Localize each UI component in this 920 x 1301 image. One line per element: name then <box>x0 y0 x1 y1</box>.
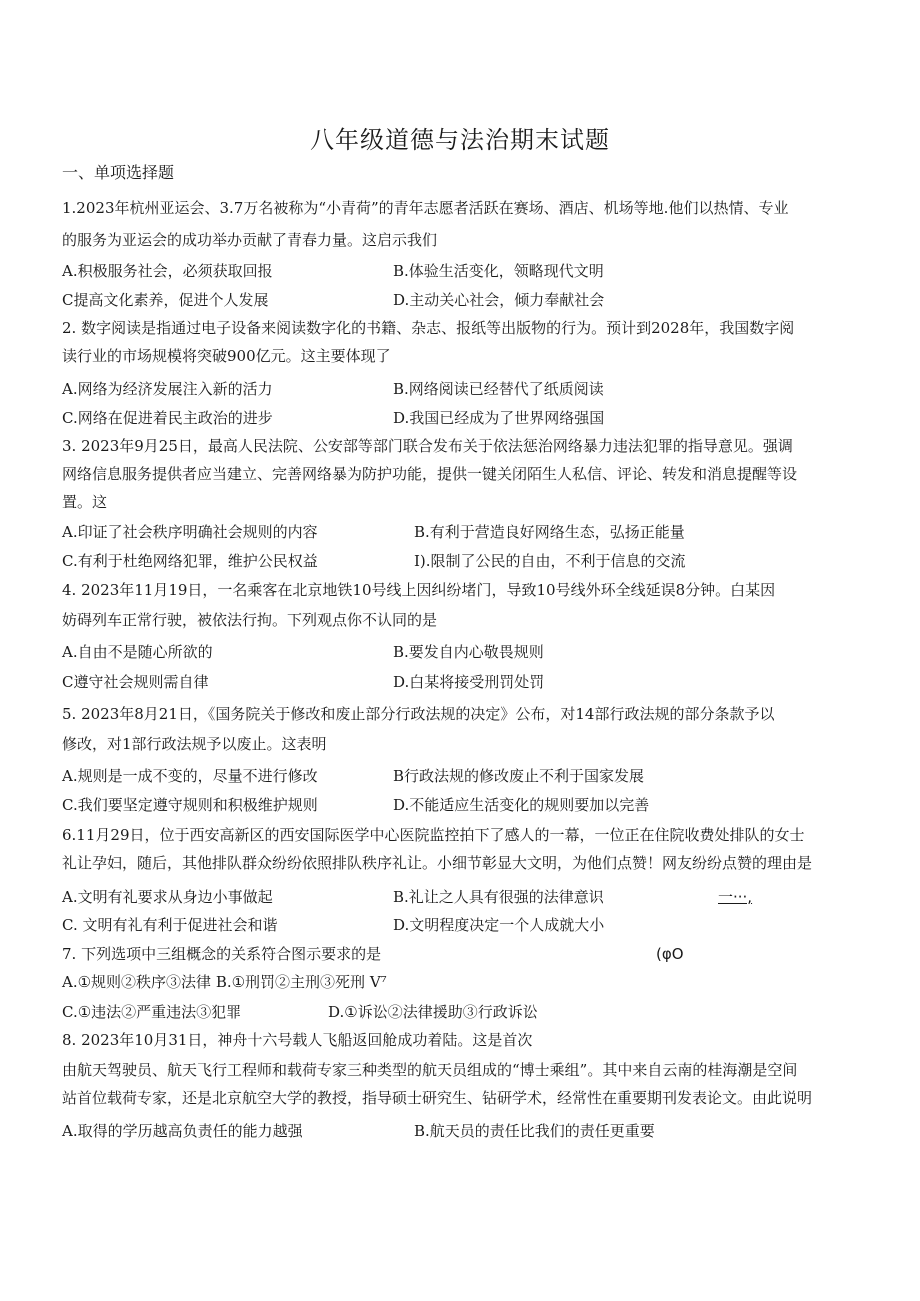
q5-stem-line-1: 5. 2023年8月21日，《国务院关于修改和废止部分行政法规的决定》公布，对14部行政法规的部分条款予以 <box>62 705 775 723</box>
q1-stem-line-2: 的服务为亚运会的成功举办贡献了青春力量。这启示我们 <box>62 231 438 249</box>
q5-option-a: A.规则是一成不变的，尽量不进行修改 <box>62 767 318 785</box>
q7-option-c: C.①违法②严重违法③犯罪 <box>62 1003 242 1021</box>
q4-stem-line-1: 4. 2023年11月19日，一名乘客在北京地铁10号线上因纠纷堵门，导致10号线外环全线延误8分钟。白某因 <box>62 581 776 599</box>
page-title: 八年级道德与法治期末试题 <box>310 126 610 154</box>
q4-option-b: B.要发自内心敬畏规则 <box>393 643 544 661</box>
q4-option-c: C遵守社会规则需自律 <box>62 673 209 691</box>
q1-option-c: C提高文化素养，促进个人发展 <box>62 291 269 309</box>
q3-stem-line-1: 3. 2023年9月25日，最高人民法院、公安部等部门联合发布关于依法惩治网络暴力违法犯罪的指导意见。强调 <box>62 437 793 455</box>
q1-stem-line-1: 1.2023年杭州亚运会、3.7万名被称为“小青荷”的青年志愿者活跃在赛场、酒店、机场等地.他们以热情、专业 <box>62 199 789 217</box>
figure-mark-diagram: (φO <box>656 945 684 963</box>
q7-option-d: D.①诉讼②法律援助③行政诉讼 <box>328 1003 538 1021</box>
q1-option-a: A.积极服务社会，必须获取回报 <box>62 262 273 280</box>
q2-option-c: C.网络在促进着民主政治的进步 <box>62 409 273 427</box>
q8-stem-line-1: 8. 2023年10月31日，神舟十六号载人飞船返回舱成功着陆。这是首次 <box>62 1031 533 1049</box>
q2-option-a: A.网络为经济发展注入新的活力 <box>62 380 273 398</box>
q7-option-ab: A.①规则②秩序③法律 B.①刑罚②主刑③死刑 V⁷ <box>62 973 387 991</box>
q3-stem-line-3: 置。这 <box>62 493 108 511</box>
q6-option-d: D.文明程度决定一个人成就大小 <box>393 916 605 934</box>
q8-option-a: A.取得的学历越高负责任的能力越强 <box>62 1122 303 1140</box>
q6-option-b: B.礼让之人具有很强的法律意识 <box>393 888 604 906</box>
q6-stem-line-1: 6.11月29日，位于西安高新区的西安国际医学中心医院监控拍下了感人的一幕，一位正在住院收费处排队的女士 <box>62 826 805 844</box>
q7-stem-line-1: 7. 下列选项中三组概念的关系符合图示要求的是 <box>62 945 382 963</box>
figure-mark-top: 一···, <box>718 888 753 906</box>
q5-option-b: B行政法规的修改废止不利于国家发展 <box>393 767 645 785</box>
q4-option-d: D.白某将接受刑罚处罚 <box>393 673 545 691</box>
q8-option-b: B.航天员的责任比我们的责任更重要 <box>414 1122 655 1140</box>
q2-stem-line-1: 2. 数字阅读是指通过电子设备来阅读数字化的书籍、杂志、报纸等出版物的行为。预计到2028年，我国数字阅 <box>62 319 795 337</box>
q3-option-a: A.印证了社会秩序明确社会规则的内容 <box>62 523 318 541</box>
q4-option-a: A.自由不是随心所欲的 <box>62 643 213 661</box>
q8-stem-line-2: 由航天驾驶员、航天飞行工程师和载荷专家三种类型的航天员组成的“博士乘组”。其中来自云南的桂海潮是空间 <box>62 1061 798 1079</box>
q3-stem-line-2: 网络信息服务提供者应当建立、完善网络暴为防护功能，提供一键关闭陌生人私信、评论、转发和消息提醒等设 <box>62 465 798 483</box>
q4-stem-line-2: 妨碍列车正常行驶，被依法行拘。下列观点你不认同的是 <box>62 611 438 629</box>
q1-option-d: D.主动关心社会，倾力奉献社会 <box>393 291 605 309</box>
q3-option-b: B.有利于营造良好网络生态，弘扬正能量 <box>414 523 685 541</box>
q6-stem-line-2: 礼让孕妇，随后，其他排队群众纷纷依照排队秩序礼让。小细节彰显大文明，为他们点赞！网友纷纷点赞的理由是 <box>62 854 813 872</box>
q1-option-b: B.体验生活变化，领略现代文明 <box>393 262 604 280</box>
q5-option-d: D.不能适应生活变化的规则要加以完善 <box>393 796 650 814</box>
q5-stem-line-2: 修改，对1部行政法规予以废止。这表明 <box>62 735 327 753</box>
q2-stem-line-2: 读行业的市场规模将突破900亿元。这主要体现了 <box>62 347 391 365</box>
q5-option-c: C.我们要坚定遵守规则和积极维护规则 <box>62 796 318 814</box>
q8-stem-line-3: 站首位载荷专家，还是北京航空大学的教授，指导硕士研究生、钻研学术，经常性在重要期刊发表论文。由此说明 <box>62 1089 813 1107</box>
q2-option-d: D.我国已经成为了世界网络强国 <box>393 409 605 427</box>
q6-option-a: A.文明有礼要求从身边小事做起 <box>62 888 273 906</box>
q6-option-c: C. 文明有礼有利于促进社会和谐 <box>62 916 278 934</box>
q3-option-c: C.有利于杜绝网络犯罪，维护公民权益 <box>62 552 318 570</box>
section-heading: 一、单项选择题 <box>62 163 175 182</box>
q3-option-d: I).限制了公民的自由，不利于信息的交流 <box>414 552 686 570</box>
q2-option-b: B.网络阅读已经替代了纸质阅读 <box>393 380 604 398</box>
